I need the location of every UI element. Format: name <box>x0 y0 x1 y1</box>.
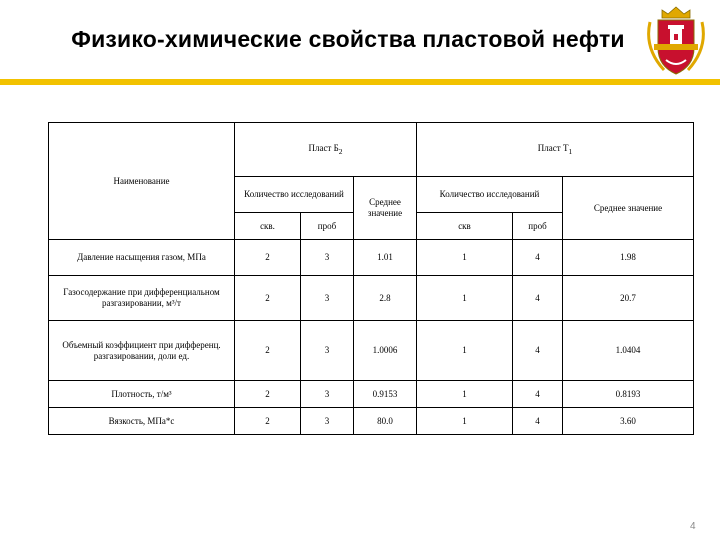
column-header-wells-2: скв <box>417 213 513 240</box>
cell-average-2: 3.60 <box>563 408 694 435</box>
cell-samples-2: 4 <box>513 276 563 321</box>
cell-average-1: 80.0 <box>354 408 417 435</box>
cell-samples-2: 4 <box>513 240 563 276</box>
cell-wells-1: 2 <box>235 276 301 321</box>
table-row <box>49 276 694 321</box>
page-number: 4 <box>690 521 696 532</box>
cell-wells-2: 1 <box>417 408 513 435</box>
cell-samples-2: 4 <box>513 381 563 408</box>
cell-samples-1: 3 <box>301 240 354 276</box>
row-name: Плотность, т/м³ <box>49 381 235 408</box>
column-header-average-1: Среднее значение <box>354 177 417 240</box>
row-name: Давление насыщения газом, МПа <box>49 240 235 276</box>
column-header-count-2: Количество исследований <box>417 177 563 213</box>
row-name: Газосодержание при дифференциальном разгазировании, м³/т <box>49 276 235 321</box>
table-row <box>49 240 694 276</box>
cell-samples-2: 4 <box>513 321 563 381</box>
cell-samples-1: 3 <box>301 408 354 435</box>
cell-wells-1: 2 <box>235 240 301 276</box>
cell-samples-1: 3 <box>301 321 354 381</box>
cell-samples-2: 4 <box>513 408 563 435</box>
table-row <box>49 321 694 381</box>
cell-wells-2: 1 <box>417 381 513 408</box>
cell-average-1: 2.8 <box>354 276 417 321</box>
cell-wells-2: 1 <box>417 240 513 276</box>
row-name: Вязкость, МПа*с <box>49 408 235 435</box>
cell-wells-2: 1 <box>417 276 513 321</box>
cell-wells-1: 2 <box>235 408 301 435</box>
cell-average-1: 1.01 <box>354 240 417 276</box>
cell-average-2: 0.8193 <box>563 381 694 408</box>
column-header-samples-2: проб <box>513 213 563 240</box>
column-header-average-2: Среднее значение <box>563 177 694 240</box>
cell-average-2: 1.98 <box>563 240 694 276</box>
cell-average-2: 1.0404 <box>563 321 694 381</box>
cell-wells-1: 2 <box>235 321 301 381</box>
cell-samples-1: 3 <box>301 381 354 408</box>
column-header-name: Наименование <box>49 123 235 240</box>
cell-average-1: 1.0006 <box>354 321 417 381</box>
table-row <box>49 381 694 408</box>
cell-average-2: 20.7 <box>563 276 694 321</box>
column-header-wells-1: скв. <box>235 213 301 240</box>
cell-samples-1: 3 <box>301 276 354 321</box>
cell-wells-2: 1 <box>417 321 513 381</box>
column-header-samples-1: проб <box>301 213 354 240</box>
row-name: Объемный коэффициент при дифференц. разгазировании, доли ед. <box>49 321 235 381</box>
table-row <box>49 408 694 435</box>
coat-of-arms-icon <box>644 4 708 80</box>
title-underline <box>0 79 720 85</box>
page-title: Физико-химические свойства пластовой нефти <box>71 26 625 52</box>
oil-properties-table <box>48 122 694 435</box>
column-header-layer-b2: Пласт $Б_2$ <box>235 123 417 177</box>
column-header-count-1: Количество исследований <box>235 177 354 213</box>
cell-wells-1: 2 <box>235 381 301 408</box>
cell-average-1: 0.9153 <box>354 381 417 408</box>
column-header-layer-t1: Пласт $Т_1$ <box>417 123 694 177</box>
